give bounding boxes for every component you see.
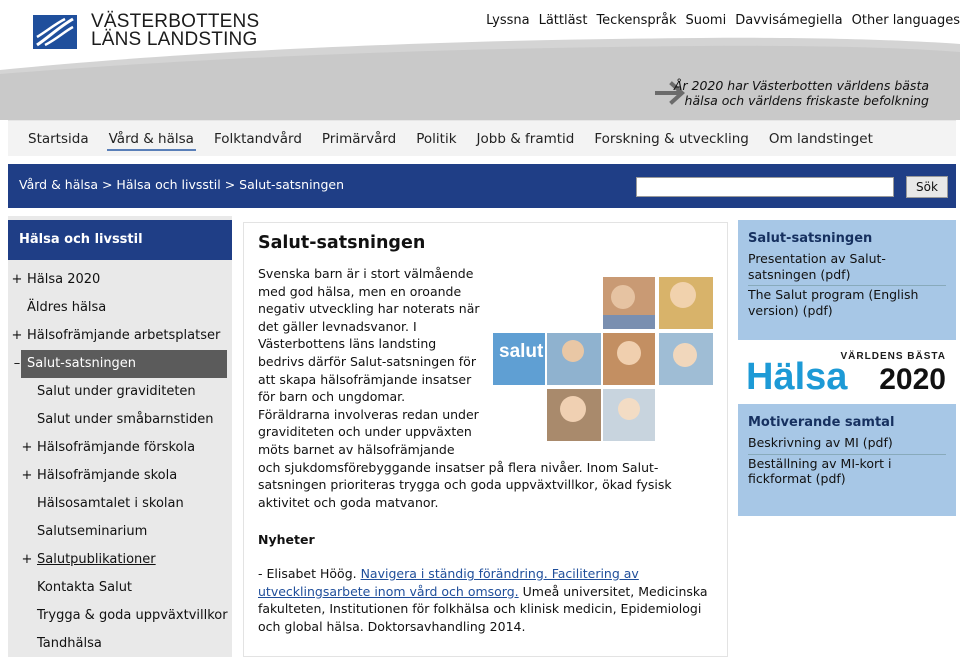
sidebar-item[interactable] <box>8 378 232 406</box>
lang-link-suomi[interactable]: Suomi <box>685 13 727 28</box>
link-bestallning-mi-kort-pdf[interactable]: Beställning av MI-kort i fickformat (pdf) <box>748 455 892 486</box>
sidebar <box>8 216 232 657</box>
sidebar-item[interactable] <box>8 518 232 546</box>
sidebar-item-label: Salutseminarium <box>37 524 148 539</box>
banner-year-text: 2020 <box>879 363 946 392</box>
lang-link-lattlast[interactable]: Lättläst <box>538 13 588 28</box>
sidebar-item[interactable] <box>8 350 232 378</box>
intro-text: Svenska barn är i stort välmående med god hälsa, men en oroande negativ utveckling har noterats när det gäller levnadsvanor. I Västerbottens läns landsting bedrivs därför Salut-satsningen för att skapa hälsofrämjande insatser för barn och ungdomar. Föräldrarna involveras redan under graviditeten och under uppväxten möts barnet av hälsofrämjande och sjukdomsförebyggande insatser på flera nivåer. Inom Salut-satsningen prioriteras trygga och goda uppväxtvillkor, ökad fysisk aktivitet och goda matvanor. <box>258 266 672 510</box>
intro-paragraph <box>258 265 718 511</box>
sidebar-title[interactable]: Hälsa och livsstil <box>8 220 232 260</box>
sidebar-item-label: Tandhälsa <box>37 636 102 651</box>
sidebar-item[interactable] <box>8 602 232 630</box>
sidebar-item[interactable] <box>8 462 232 490</box>
sidebar-item[interactable] <box>8 406 232 434</box>
lang-link-teckensprak[interactable]: Teckenspråk <box>596 13 677 28</box>
nav-primarvard[interactable]: Primärvård <box>321 130 397 147</box>
sidebar-item-label: Hälsa 2020 <box>27 272 101 287</box>
link-salut-program-english-pdf[interactable]: The Salut program (English version) (pdf) <box>748 287 919 318</box>
lang-link-other-languages[interactable]: Other languages <box>851 13 960 28</box>
sidebar-item[interactable] <box>8 294 232 322</box>
sidebar-item[interactable] <box>8 266 232 294</box>
sidebar-list <box>8 266 232 657</box>
logo-text <box>91 13 259 49</box>
slogan-line-1: År 2020 har Västerbotten världens bästa <box>673 78 929 93</box>
news-details: Umeå universitet, Medicinska fakulteten, Institutionen för folkhälsa och klinisk medicin, Epidemiologi och global hälsa. Doktorsavhandling 2014. <box>258 583 708 634</box>
search-button[interactable]: Sök <box>906 176 948 198</box>
expand-toggle-icon[interactable]: + <box>11 272 23 287</box>
site-logo[interactable] <box>33 11 260 53</box>
news-item <box>258 565 720 635</box>
expand-toggle-icon[interactable]: + <box>21 552 33 567</box>
nav-jobb-framtid[interactable]: Jobb & framtid <box>476 130 575 147</box>
expand-toggle-icon[interactable]: + <box>11 328 23 343</box>
nav-startsida[interactable]: Startsida <box>28 130 89 147</box>
logo-line-2: LÄNS LANDSTING <box>91 29 258 50</box>
sidebar-item-label: Salut-satsningen <box>27 356 137 371</box>
motiverande-samtal-title: Motiverande samtal <box>748 415 895 430</box>
main-content <box>243 222 728 657</box>
slogan-line-2: hälsa och världens friskaste befolkning <box>684 93 929 108</box>
sidebar-item[interactable] <box>8 630 232 657</box>
sidebar-item-label: Hälsofrämjande arbetsplatser <box>27 328 221 343</box>
expand-toggle-icon[interactable]: + <box>21 468 33 483</box>
news-author: - Elisabet Höög. <box>258 566 361 581</box>
motiverande-samtal-box <box>738 404 956 516</box>
sidebar-item-label: Äldres hälsa <box>27 300 107 315</box>
logo-line-1: VÄSTERBOTTENS <box>91 11 260 32</box>
sidebar-item-label: Salut under graviditeten <box>37 384 196 399</box>
sidebar-item-label: Hälsofrämjande skola <box>37 468 178 483</box>
nav-forskning-utveckling[interactable]: Forskning & utveckling <box>594 130 749 147</box>
sidebar-item[interactable] <box>8 434 232 462</box>
nav-folktandvard[interactable]: Folktandvård <box>213 130 302 147</box>
search-input[interactable] <box>636 177 894 197</box>
lang-link-lyssna[interactable]: Lyssna <box>486 13 530 28</box>
page-title: Salut-satsningen <box>258 233 426 253</box>
logo-mark-icon <box>33 15 77 49</box>
breadcrumb-bar <box>8 164 956 208</box>
sidebar-item-label: Salut under småbarnstiden <box>37 412 214 427</box>
salut-links-box <box>738 220 956 340</box>
banner-halsa-text: Hälsa <box>746 356 848 392</box>
expand-toggle-icon[interactable]: + <box>21 440 33 455</box>
sidebar-item[interactable] <box>8 322 232 350</box>
sidebar-item-label: Hälsosamtalet i skolan <box>37 496 184 511</box>
sidebar-item[interactable] <box>8 490 232 518</box>
link-presentation-pdf[interactable]: Presentation av Salut-satsningen (pdf) <box>748 250 946 286</box>
expand-toggle-icon[interactable]: – <box>13 356 21 371</box>
salut-links-title: Salut-satsningen <box>748 231 873 246</box>
nav-vard-halsa[interactable]: Vård & hälsa <box>99 121 204 157</box>
slogan <box>655 78 945 112</box>
breadcrumb[interactable]: Vård & hälsa > Hälsa och livsstil > Salut-satsningen <box>19 177 345 192</box>
link-beskrivning-mi-pdf[interactable]: Beskrivning av MI (pdf) <box>748 434 946 455</box>
nav-om-landstinget[interactable]: Om landstinget <box>768 130 873 147</box>
halsa-2020-banner[interactable] <box>740 348 954 392</box>
language-links <box>486 13 960 33</box>
sidebar-item-label: Hälsofrämjande förskola <box>37 440 196 455</box>
main-navigation <box>8 120 956 156</box>
nav-politik[interactable]: Politik <box>416 130 457 147</box>
right-column <box>738 216 956 657</box>
banner-top-text: VÄRLDENS BÄSTA <box>840 351 946 362</box>
sidebar-item[interactable] <box>8 574 232 602</box>
sidebar-item-label: Salutpublikationer <box>37 552 156 567</box>
news-link[interactable]: Navigera i ständig förändring. Facilitering av utvecklingsarbete inom vård och omsorg. <box>258 566 639 599</box>
sidebar-item-label: Trygga & goda uppväxtvillkor <box>37 608 228 623</box>
salut-image-label: salut <box>499 341 544 362</box>
sidebar-item[interactable] <box>8 546 232 574</box>
sidebar-item-label: Kontakta Salut <box>37 580 133 595</box>
news-heading: Nyheter <box>258 532 315 547</box>
site-header <box>0 0 960 120</box>
lang-link-davvisamegiella[interactable]: Davvisámegiella <box>735 13 843 28</box>
slogan-text <box>674 78 929 108</box>
